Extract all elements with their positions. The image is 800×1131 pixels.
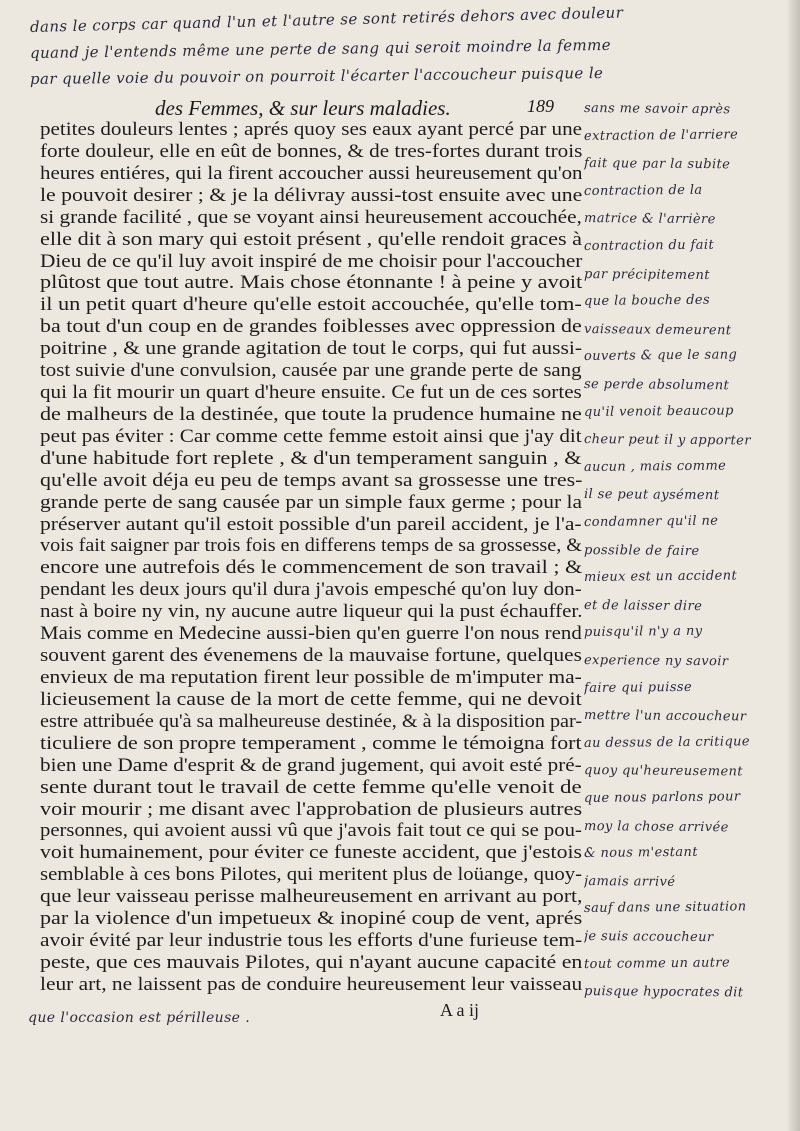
margin-note: sauf dans une situation [583, 899, 747, 917]
text-line: préserver autant qu'il estoit possible d'un pareil accident, je l'a- [40, 513, 582, 535]
margin-note: ouverts & que le sang [583, 347, 738, 365]
margin-note: faire qui puisse [583, 679, 693, 696]
text-line: tost suivie d'une convulsion, causée par une grande perte de sang [40, 360, 582, 382]
text-line: licieusement la cause de la mort de cette femme, qui ne devoit [40, 688, 582, 710]
text-line: vois fait saigner par trois fois en differens temps de sa grossesse, & [40, 535, 582, 557]
handwritten-note-top-2: quand je l'entends même une perte de sang qui seroit moindre la femme [29, 35, 612, 62]
handwritten-note-bottom: que l'occasion est périlleuse . [28, 1010, 251, 1026]
text-line: pendant les deux jours qu'il dura j'avois empesché qu'on luy don- [40, 579, 582, 601]
handwritten-note-top-3: par quelle voie du pouvoir on pourroit l'écarter l'accoucheur puisque le [29, 63, 604, 88]
text-line: grande perte de sang causée par un simple faux germe ; pour la [40, 491, 583, 513]
text-line: ticuliere de son propre temperament , comme le témoigna fort [40, 732, 582, 754]
margin-note: contraction de la [583, 182, 703, 199]
text-line: peste, que ces mauvais Pilotes, qui n'ayant aucune capacité en [40, 951, 583, 973]
margin-note: aucun , mais comme [583, 458, 727, 475]
text-line: bien une Dame d'esprit & de grand jugement, qui avoit esté pré- [40, 754, 582, 776]
text-line: semblable à ces bons Pilotes, qui meritent plus de loüange, quoy- [40, 864, 583, 886]
margin-note: experience ny savoir [583, 653, 729, 670]
margin-note: qu'il venoit beaucoup [583, 403, 734, 420]
text-line: voir mourir ; me disant avec l'approbation de plusieurs autres [40, 798, 583, 820]
margin-note: matrice & l'arrière [583, 211, 716, 228]
margin-note: je suis accoucheur [583, 929, 714, 946]
text-line: il un petit quart d'heure qu'elle estoit accouchée, qu'elle tom- [40, 294, 582, 316]
margin-note: tout comme un autre [583, 955, 731, 972]
margin-note: et de laisser dire [583, 597, 703, 614]
text-line: qu'elle avoit déja eu peu de temps avant sa grossesse une tres- [40, 469, 583, 491]
text-line: leur art, ne laissent pas de conduire heureusement leur vaisseau [40, 973, 583, 995]
page-number: 189 [527, 96, 554, 116]
margin-note: mettre l'un accoucheur [583, 708, 747, 725]
margin-note: par précipitement [583, 266, 710, 283]
margin-note: sans me savoir après [583, 101, 731, 118]
margin-note: au dessus de la critique [583, 734, 751, 751]
margin-note: condamner qu'il ne [583, 513, 719, 530]
margin-note: contraction du fait [583, 237, 715, 254]
text-line: que leur vaisseau perisse malheureusement en arrivant au port, [40, 886, 583, 908]
text-line: le pouvoit desirer ; & je la délivray aussi-tost ensuite avec une [40, 184, 583, 206]
margin-note: moy la chose arrivée [583, 818, 729, 835]
margin-note: possible de faire [583, 542, 700, 559]
text-line: Mais comme en Medecine aussi-bien qu'en guerre l'on nous rend [40, 623, 582, 645]
margin-note: vaisseaux demeurent [583, 321, 732, 339]
text-line: peut pas éviter : Car comme cette femme estoit ainsi que j'ay dit [40, 425, 582, 447]
text-line: plûtost que tout autre. Mais chose étonnante ! à peine y avoit [40, 272, 583, 294]
margin-note: mieux est un accident [583, 568, 738, 586]
running-title: des Femmes, & sur leurs maladies. [155, 96, 451, 120]
text-line: personnes, qui avoient aussi vû que j'avois fait tout ce qui se pou- [40, 820, 582, 842]
margin-note: fait que par la subite [583, 156, 731, 173]
text-line: nast à boire ny vin, ny aucune autre liqueur qui la pust échauffer. [40, 601, 583, 623]
text-line: avoir évité par leur industrie tous les efforts d'une furieuse tem- [40, 930, 583, 952]
text-line: heures entiéres, qui la firent accoucher aussi heureusement qu'on [40, 162, 583, 184]
margin-note: puisqu'il n'y a ny [583, 624, 703, 641]
margin-note: quoy qu'heureusement [583, 763, 744, 780]
text-line: envieux de ma reputation firent leur possible de m'imputer ma- [40, 667, 582, 688]
text-line: elle dit à son mary qui estoit présent , qu'elle rendoit graces à [40, 228, 583, 250]
handwritten-note-top-1: dans le corps car quand l'un et l'autre se sont retirés dehors avec douleur [29, 3, 624, 36]
margin-note: & nous m'estant [583, 844, 698, 862]
signature-mark: A a ij [440, 1000, 479, 1020]
text-line: souvent garent des évenemens de la mauvaise fortune, quelques [40, 645, 582, 667]
margin-note: cheur peut il y apporter [583, 432, 751, 449]
text-line: sente durant tout le travail de cette femme qu'elle venoit de [40, 776, 582, 798]
text-line: poitrine , & une grande agitation de tout le corps, qui fut aussi- [40, 338, 583, 360]
margin-note: jamais arrivé [583, 873, 676, 890]
text-line: qui la fit mourir un quart d'heure ensuite. Ce fut un de ces sortes [40, 382, 582, 404]
margin-note: que la bouche des [583, 292, 711, 310]
text-line: par la violence d'un impetueux & inopiné coup de vent, aprés [40, 908, 583, 930]
margin-note: que nous parlons pour [583, 789, 741, 806]
text-line: ba tout d'un coup en de grandes foiblesses avec oppression de [40, 316, 582, 338]
text-line: forte douleur, elle en eût de bonnes, & de tres-fortes durant trois [40, 140, 583, 162]
text-line: d'une habitude fort replete , & d'un temperament sanguin , & [40, 447, 582, 469]
text-line: voit humainement, pour éviter ce funeste accident, que j'estois [40, 842, 582, 864]
margin-note: se perde absolument [583, 377, 730, 394]
text-line: de malheurs de la destinée, que toute la prudence humaine ne [40, 403, 582, 425]
text-line: petites douleurs lentes ; aprés quoy ses eaux ayant percé par une [40, 119, 583, 140]
text-line: Dieu de ce qu'il luy avoit inspiré de me choisir pour l'accoucher [40, 250, 583, 272]
margin-note: il se peut aysément [583, 487, 720, 504]
margin-note: puisque hypocrates dit [583, 984, 744, 1001]
text-line: estre attribuée qu'à sa malheureuse destinée, & à la disposition par- [40, 710, 583, 732]
text-line: si grande facilité , que se voyant ainsi heureusement accouchée, [40, 206, 582, 228]
text-line: encore une autrefois dés le commencement de son travail ; & [40, 557, 583, 579]
margin-note: extraction de l'arriere [583, 126, 739, 144]
